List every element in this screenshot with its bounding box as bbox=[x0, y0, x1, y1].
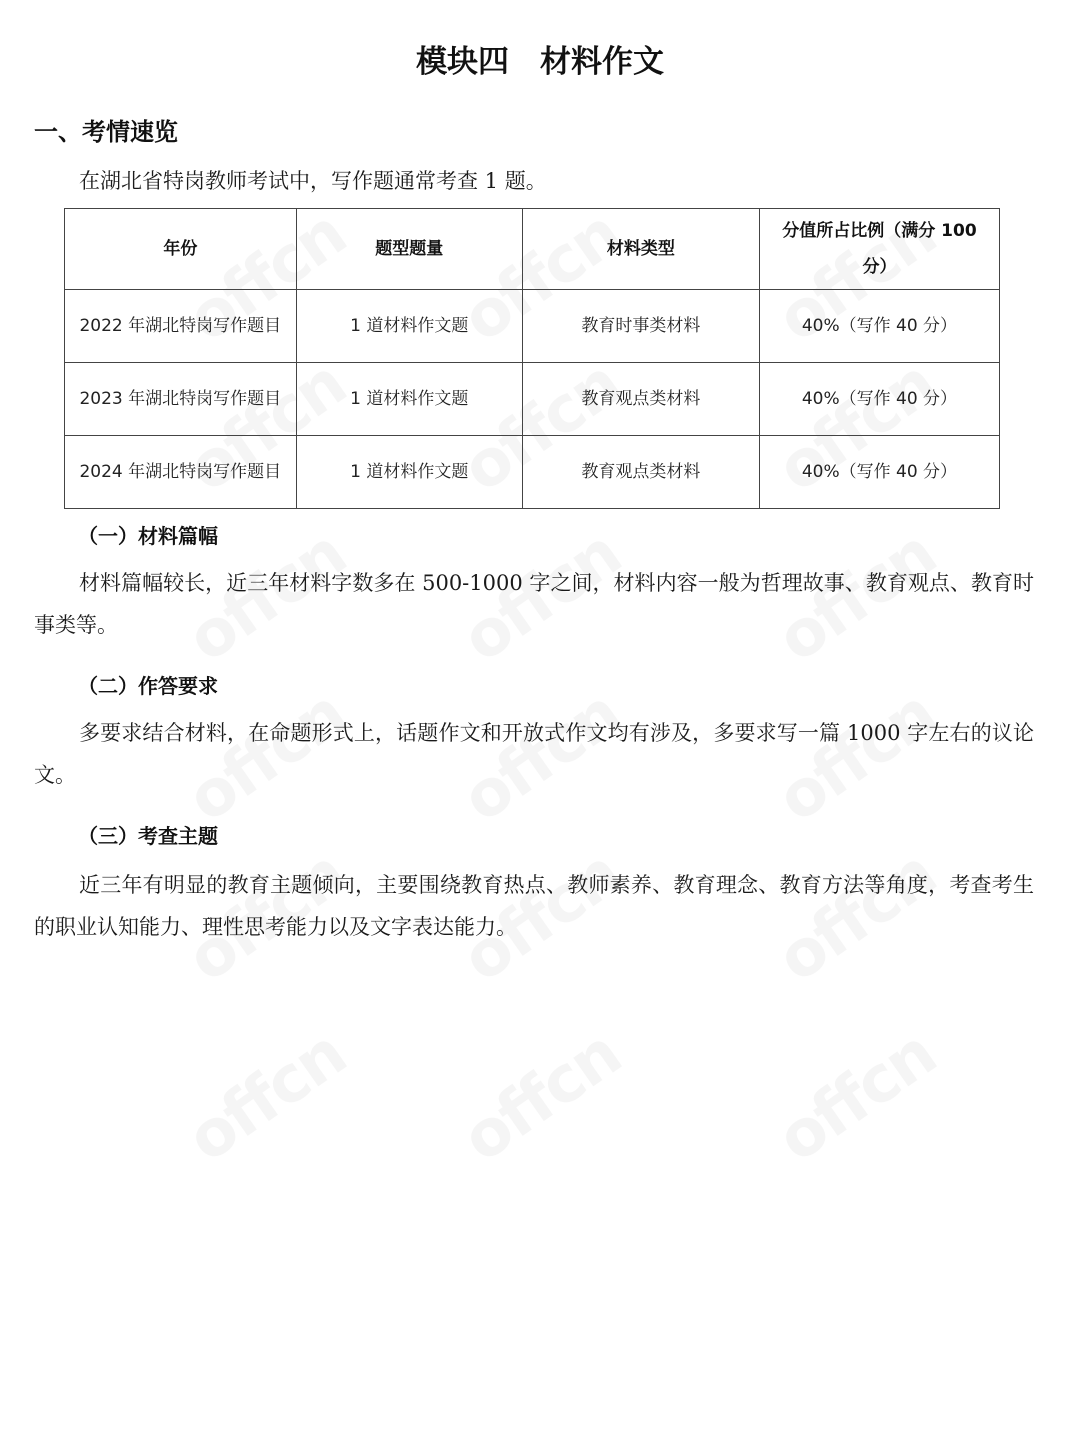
section-heading-exam-overview: 一、考情速览 bbox=[34, 118, 178, 146]
subsection-text-answer-requirements: 多要求结合材料，在命题形式上，话题作文和开放式作文均有涉及，多要求写一篇 1000 字左右的议论文。 bbox=[34, 721, 1034, 787]
table-cell: 教育观点类材料 bbox=[522, 436, 759, 509]
table-header-cell: 年份 bbox=[65, 209, 297, 290]
table-row bbox=[65, 363, 1000, 436]
subsection-text-material-length: 材料篇幅较长，近三年材料字数多在 500-1000 字之间，材料内容一般为哲理故事、教育观点、教育时事类等。 bbox=[34, 571, 1034, 637]
table-header-cell: 题型题量 bbox=[296, 209, 522, 290]
watermark-logo bbox=[174, 1017, 358, 1177]
subsection-heading-exam-themes: （三）考查主题 bbox=[78, 824, 218, 848]
table-cell: 1 道材料作文题 bbox=[296, 290, 522, 363]
watermark-logo bbox=[764, 1017, 948, 1177]
table-cell: 教育观点类材料 bbox=[522, 363, 759, 436]
table-cell: 40%（写作 40 分） bbox=[759, 363, 999, 436]
table-row bbox=[65, 290, 1000, 363]
subsection-heading-answer-requirements: （二）作答要求 bbox=[78, 674, 218, 698]
table-cell: 40%（写作 40 分） bbox=[759, 290, 999, 363]
table-cell: 2023 年湖北特岗写作题目 bbox=[65, 363, 297, 436]
table-cell: 2024 年湖北特岗写作题目 bbox=[65, 436, 297, 509]
table-cell: 教育时事类材料 bbox=[522, 290, 759, 363]
table-header-cell: 材料类型 bbox=[522, 209, 759, 290]
table-header-cell: 分值所占比例（满分 100 分） bbox=[759, 209, 999, 290]
table-cell: 1 道材料作文题 bbox=[296, 363, 522, 436]
table-header-row bbox=[65, 209, 1000, 290]
subsection-heading-material-length: （一）材料篇幅 bbox=[78, 524, 218, 548]
table-cell: 40%（写作 40 分） bbox=[759, 436, 999, 509]
table-cell: 1 道材料作文题 bbox=[296, 436, 522, 509]
section-intro-text: 在湖北省特岗教师考试中，写作题通常考查 1 题。 bbox=[79, 169, 547, 193]
watermark-logo bbox=[449, 1017, 633, 1177]
exam-overview-table bbox=[64, 208, 1000, 509]
page-title: 模块四 材料作文 bbox=[416, 44, 664, 80]
subsection-text-exam-themes: 近三年有明显的教育主题倾向，主要围绕教育热点、教师素养、教育理念、教育方法等角度，考查考生的职业认知能力、理性思考能力以及文字表达能力。 bbox=[34, 873, 1034, 939]
table-row bbox=[65, 436, 1000, 509]
table-cell: 2022 年湖北特岗写作题目 bbox=[65, 290, 297, 363]
